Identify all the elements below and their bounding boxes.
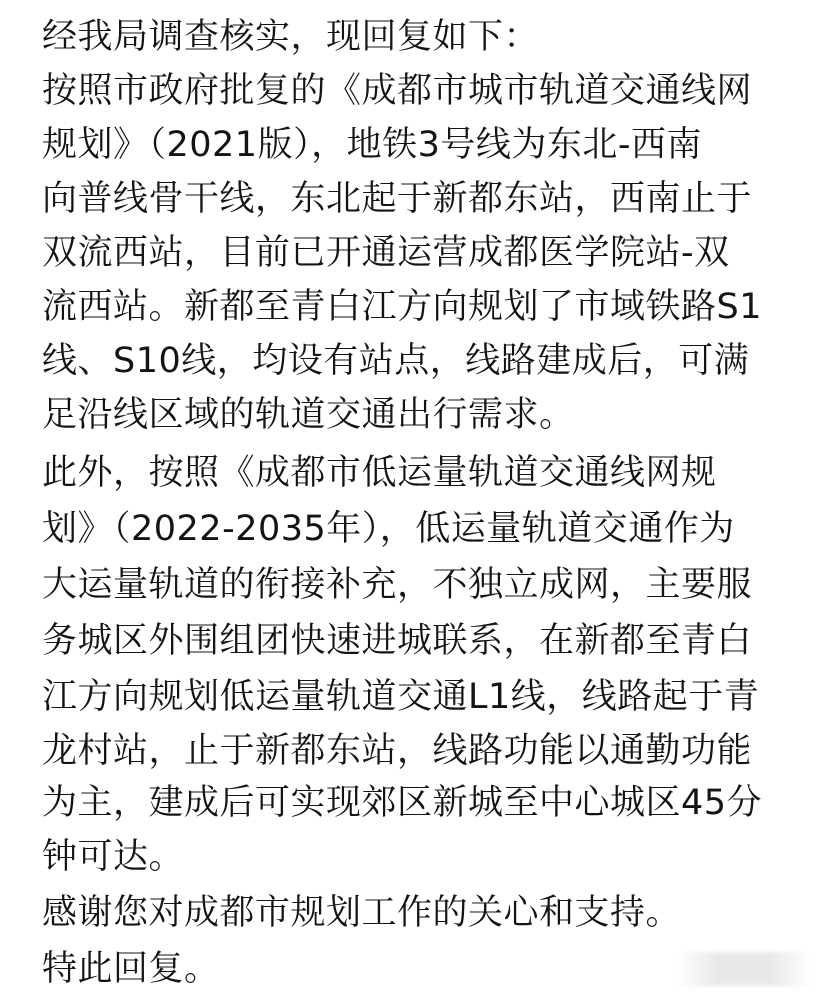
text-line: 双流西站，目前已开通运营成都医学院站-双 [42, 233, 730, 273]
text-line: 足沿线区域的轨道交通出行需求。 [42, 395, 575, 435]
text-line: 线、S10线，均设有站点，线路建成后，可满 [42, 341, 750, 381]
text-line: 江方向规划低运量轨道交通L1线，线路起于青 [42, 677, 760, 717]
text-line: 规划》（2021版），地铁3号线为东北-西南 [42, 125, 702, 165]
text-line: 为主，建成后可实现郊区新城至中心城区45分 [42, 783, 763, 823]
blurred-watermark [676, 952, 812, 986]
text-line: 按照市政府批复的《成都市城市轨道交通线网 [42, 71, 753, 111]
text-line: 务城区外围组团快速进城联系，在新都至青白 [42, 621, 753, 661]
text-line: 向普线骨干线，东北起于新都东站，西南止于 [42, 179, 753, 219]
text-line: 经我局调查核实，现回复如下： [42, 17, 540, 57]
text-line: 龙村站，止于新都东站，线路功能以通勤功能 [42, 731, 753, 771]
text-line: 流西站。新都至青白江方向规划了市域铁路S1 [42, 287, 762, 327]
text-line: 感谢您对成都市规划工作的关心和支持。 [42, 893, 682, 933]
text-line: 特此回复。 [42, 949, 220, 989]
text-line: 钟可达。 [42, 837, 185, 877]
text-line: 大运量轨道的衔接补充，不独立成网，主要服 [42, 565, 753, 605]
text-line: 此外，按照《成都市低运量轨道交通线网规 [42, 453, 717, 493]
text-line: 划》（2022-2035年），低运量轨道交通作为 [42, 509, 735, 549]
